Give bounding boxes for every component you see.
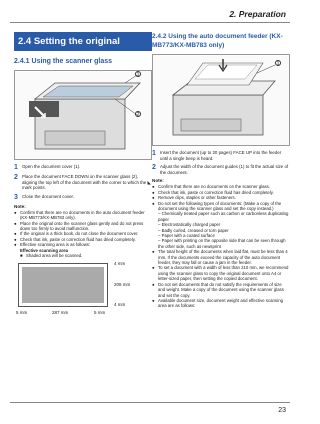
note-item: ● Confirm that there are no documents in the auto document feeder (KX-MB773/KX-MB783 only).	[14, 209, 145, 221]
left-column	[14, 32, 152, 317]
subsection-heading-scanner-glass: 2.4.1 Using the scanner glass	[14, 58, 113, 65]
note-item: ● Check that ink, paste or correction fluid has dried completely.	[14, 236, 136, 242]
dim-left: 5 mm	[16, 310, 28, 316]
sub-item: – Paper with a coated surface	[158, 233, 215, 239]
steps-list	[14, 164, 152, 201]
right-column	[152, 32, 290, 309]
sub-item: – Chemically treated paper such as carbon or carbonless duplicating paper	[158, 211, 289, 222]
note-label: Note:	[152, 178, 164, 184]
step-1: 1 Insert the document (up to 20 pages) FACE UP into the feeder until a single beep is heard.	[152, 150, 282, 161]
sub-item: – Badly curled, creased or torn paper	[158, 227, 229, 233]
note-item: ● Place the original onto the scanner glass gently and do not press down too firmly to avoid malfunction.	[14, 220, 144, 231]
subsection-heading-adf: 2.4.2 Using the auto document feeder (KX-MB773/KX-MB783 only)	[152, 33, 283, 49]
step-3: 3 Close the document cover.	[14, 193, 74, 201]
callout-2: 2	[136, 112, 140, 118]
shaded-area	[22, 267, 104, 303]
step-2: 2 Place the document FACE DOWN on the scanner glass (2), aligning the top left of the document with the corner to which the ◣ mark points.	[14, 174, 151, 191]
scanning-area-sub: ■ Shaded area will be scanned.	[20, 253, 83, 259]
callout-1: 1	[276, 61, 280, 67]
footer-rule	[10, 402, 290, 403]
section-heading: 2.4 Setting the original	[14, 32, 152, 51]
note-item: ● To set a document with a width of less than 210 mm, we recommend using the scanner glass to copy the original document onto A4 or letter-sized paper, then setting the copied document.	[152, 265, 289, 282]
printer-drawing	[15, 71, 151, 159]
dim-top: 4 mm	[114, 261, 126, 267]
adf-illustration	[152, 54, 290, 146]
sub-item: – Paper with printing on the opposite side that can be seen through the other side, such as newsprint	[158, 238, 286, 249]
callout-1: 1	[136, 72, 140, 78]
sub-item: – Electrostatically charged paper	[158, 222, 221, 228]
note-item: ● Do not set documents that do not satisfy the requirements of size and weight. Make a copy of the document using the scanner glass and set the copy.	[152, 281, 284, 298]
feeder-drawing	[153, 55, 289, 145]
scanning-area-diagram	[14, 261, 152, 317]
dim-bottom: 4 mm	[114, 302, 126, 308]
header-rule	[10, 22, 290, 23]
note-item: ● Confirm that there are no documents on the scanner glass.	[152, 184, 271, 190]
page-outline	[18, 263, 108, 307]
adf-steps-list	[152, 150, 290, 175]
step-1: 1 Open the document cover (1).	[14, 164, 81, 171]
scanner-glass-illustration	[14, 70, 152, 160]
note-item: ● If the original is a thick book, do not close the document cover.	[14, 231, 139, 237]
step-2: 2 Adjust the width of the document guides (1) to fit the actual size of the document.	[152, 164, 289, 175]
page-header	[0, 0, 300, 30]
note-item: ● Check that ink, paste or correction fluid has dried completely.	[152, 189, 274, 195]
section-title: 2. Preparation	[229, 9, 286, 19]
note-item: ● The total height of the documents when laid flat, must be less than 4 mm. If the documents exceed the capacity of the auto document feeder, they may fall or cause a jam in the feeder.	[152, 249, 288, 266]
dim-height: 208 mm	[114, 282, 131, 288]
dim-width: 287 mm	[52, 310, 69, 316]
note-label: Note:	[14, 203, 26, 209]
note-item: ● Do not set the following types of documents: (Make a copy of the document using the scanner glass and set the copy instead.)	[152, 200, 282, 211]
page-number: 23	[278, 407, 286, 414]
scanning-area-label: Effective scanning area	[20, 247, 69, 253]
note-item: ● Effective scanning area is as follows:	[14, 242, 91, 248]
dim-right: 5 mm	[94, 310, 106, 316]
note-item: ● Remove clips, staples or other fasteners.	[152, 195, 236, 201]
note-item: ● Available document size, document weight and effective scanning area are as follows:	[152, 297, 284, 309]
